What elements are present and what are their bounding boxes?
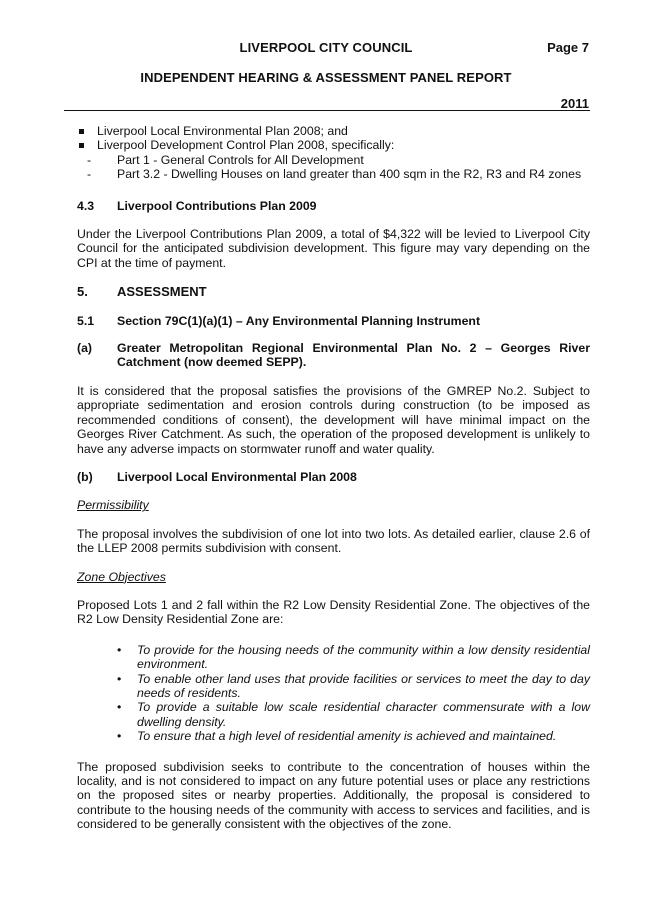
section-5-1-heading bbox=[77, 314, 590, 328]
section-number: 5.1 bbox=[77, 313, 95, 328]
document-body bbox=[77, 124, 590, 832]
list-item bbox=[77, 167, 590, 181]
plan-list bbox=[77, 124, 590, 153]
list-item bbox=[77, 700, 590, 729]
square-bullet-icon bbox=[79, 129, 84, 134]
list-item bbox=[77, 153, 590, 167]
list-item bbox=[77, 643, 590, 672]
section-title: ASSESSMENT bbox=[117, 284, 207, 300]
list-item-text: Part 1 - General Controls for All Development bbox=[117, 152, 364, 167]
bullet-icon: • bbox=[117, 642, 122, 657]
zone-objectives-list bbox=[77, 643, 590, 744]
council-name: LIVERPOOL CITY COUNCIL bbox=[239, 40, 413, 55]
section-title: Section 79C(1)(a)(1) – Any Environmental Planning Instrument bbox=[117, 313, 481, 328]
dash-bullet-icon: - bbox=[87, 152, 92, 167]
report-title: INDEPENDENT HEARING & ASSESSMENT PANEL REPORT bbox=[140, 70, 512, 85]
page-number: Page 7 bbox=[547, 40, 589, 55]
subsection-a-heading bbox=[77, 341, 590, 370]
permissibility-heading: Permissibility bbox=[77, 498, 149, 513]
bullet-icon: • bbox=[117, 729, 122, 744]
section-5-heading bbox=[77, 285, 590, 299]
section-title: Liverpool Contributions Plan 2009 bbox=[117, 198, 317, 213]
list-item bbox=[77, 124, 590, 138]
objective-text: To provide a suitable low scale residential character commensurate with a low dwelling density. bbox=[137, 700, 590, 729]
subsection-number: (b) bbox=[77, 469, 93, 484]
zone-objectives-heading: Zone Objectives bbox=[77, 569, 166, 584]
list-item-text: Liverpool Local Environmental Plan 2008; and bbox=[97, 124, 348, 138]
header-divider bbox=[64, 110, 590, 111]
conclusion-paragraph: The proposed subdivision seeks to contribute to the concentration of houses within the locality, and is not considered to impact on any future potential uses or place any restrictions on the proposed sites or nearby properties. Additionally, the proposal is considered to contribute to the housing needs of the community with access to services and facilities, and is considered to be generally consistent with the objectives of the zone. bbox=[77, 759, 590, 832]
list-item bbox=[77, 138, 590, 152]
dash-bullet-icon: - bbox=[87, 167, 92, 182]
section-number: 5. bbox=[77, 284, 88, 300]
gmrep-paragraph: It is considered that the proposal satisfies the provisions of the GMREP No.2. Subject to appropriate sedimentation and erosion controls during construction (to be imposed as recommended conditions of consent), the development will have minimal impact on the Georges River Catchment. As such, the operation of the proposed development is unlikely to have any adverse impacts on stormwater runoff and water quality. bbox=[77, 383, 590, 456]
section-4-3-heading bbox=[77, 199, 590, 213]
list-item-text: Liverpool Development Control Plan 2008, specifically: bbox=[97, 138, 395, 153]
bullet-icon: • bbox=[117, 671, 122, 686]
bullet-icon: • bbox=[117, 700, 122, 715]
subsection-title: Greater Metropolitan Regional Environmental Plan No. 2 – Georges River Catchment (now deemed SEPP). bbox=[117, 341, 590, 370]
report-year: 2011 bbox=[560, 96, 589, 111]
permissibility-paragraph: The proposal involves the subdivision of one lot into two lots. As detailed earlier, clause 2.6 of the LLEP 2008 permits subdivision with consent. bbox=[77, 526, 590, 556]
objective-text: To ensure that a high level of residential amenity is achieved and maintained. bbox=[137, 729, 557, 744]
contributions-paragraph: Under the Liverpool Contributions Plan 2009, a total of $4,322 will be levied to Liverpool City Council for the anticipated subdivision development. This figure may vary depending on the CPI at the time of payment. bbox=[77, 227, 590, 270]
zone-intro-paragraph: Proposed Lots 1 and 2 fall within the R2 Low Density Residential Zone. The objectives of the R2 Low Density Residential Zone are: bbox=[77, 597, 590, 627]
list-item bbox=[77, 729, 590, 743]
subsection-number: (a) bbox=[77, 341, 93, 356]
objective-text: To provide for the housing needs of the community within a low density residential environment. bbox=[137, 642, 590, 672]
section-number: 4.3 bbox=[77, 198, 95, 213]
subsection-title: Liverpool Local Environmental Plan 2008 bbox=[117, 469, 357, 484]
list-item-text: Part 3.2 - Dwelling Houses on land greater than 400 sqm in the R2, R3 and R4 zones bbox=[117, 167, 582, 182]
objective-text: To enable other land uses that provide facilities or services to meet the day to day needs of residents. bbox=[137, 671, 590, 700]
subsection-b-heading bbox=[77, 470, 590, 484]
list-item bbox=[77, 672, 590, 701]
dcp-part-list bbox=[77, 153, 590, 182]
square-bullet-icon bbox=[79, 143, 84, 148]
